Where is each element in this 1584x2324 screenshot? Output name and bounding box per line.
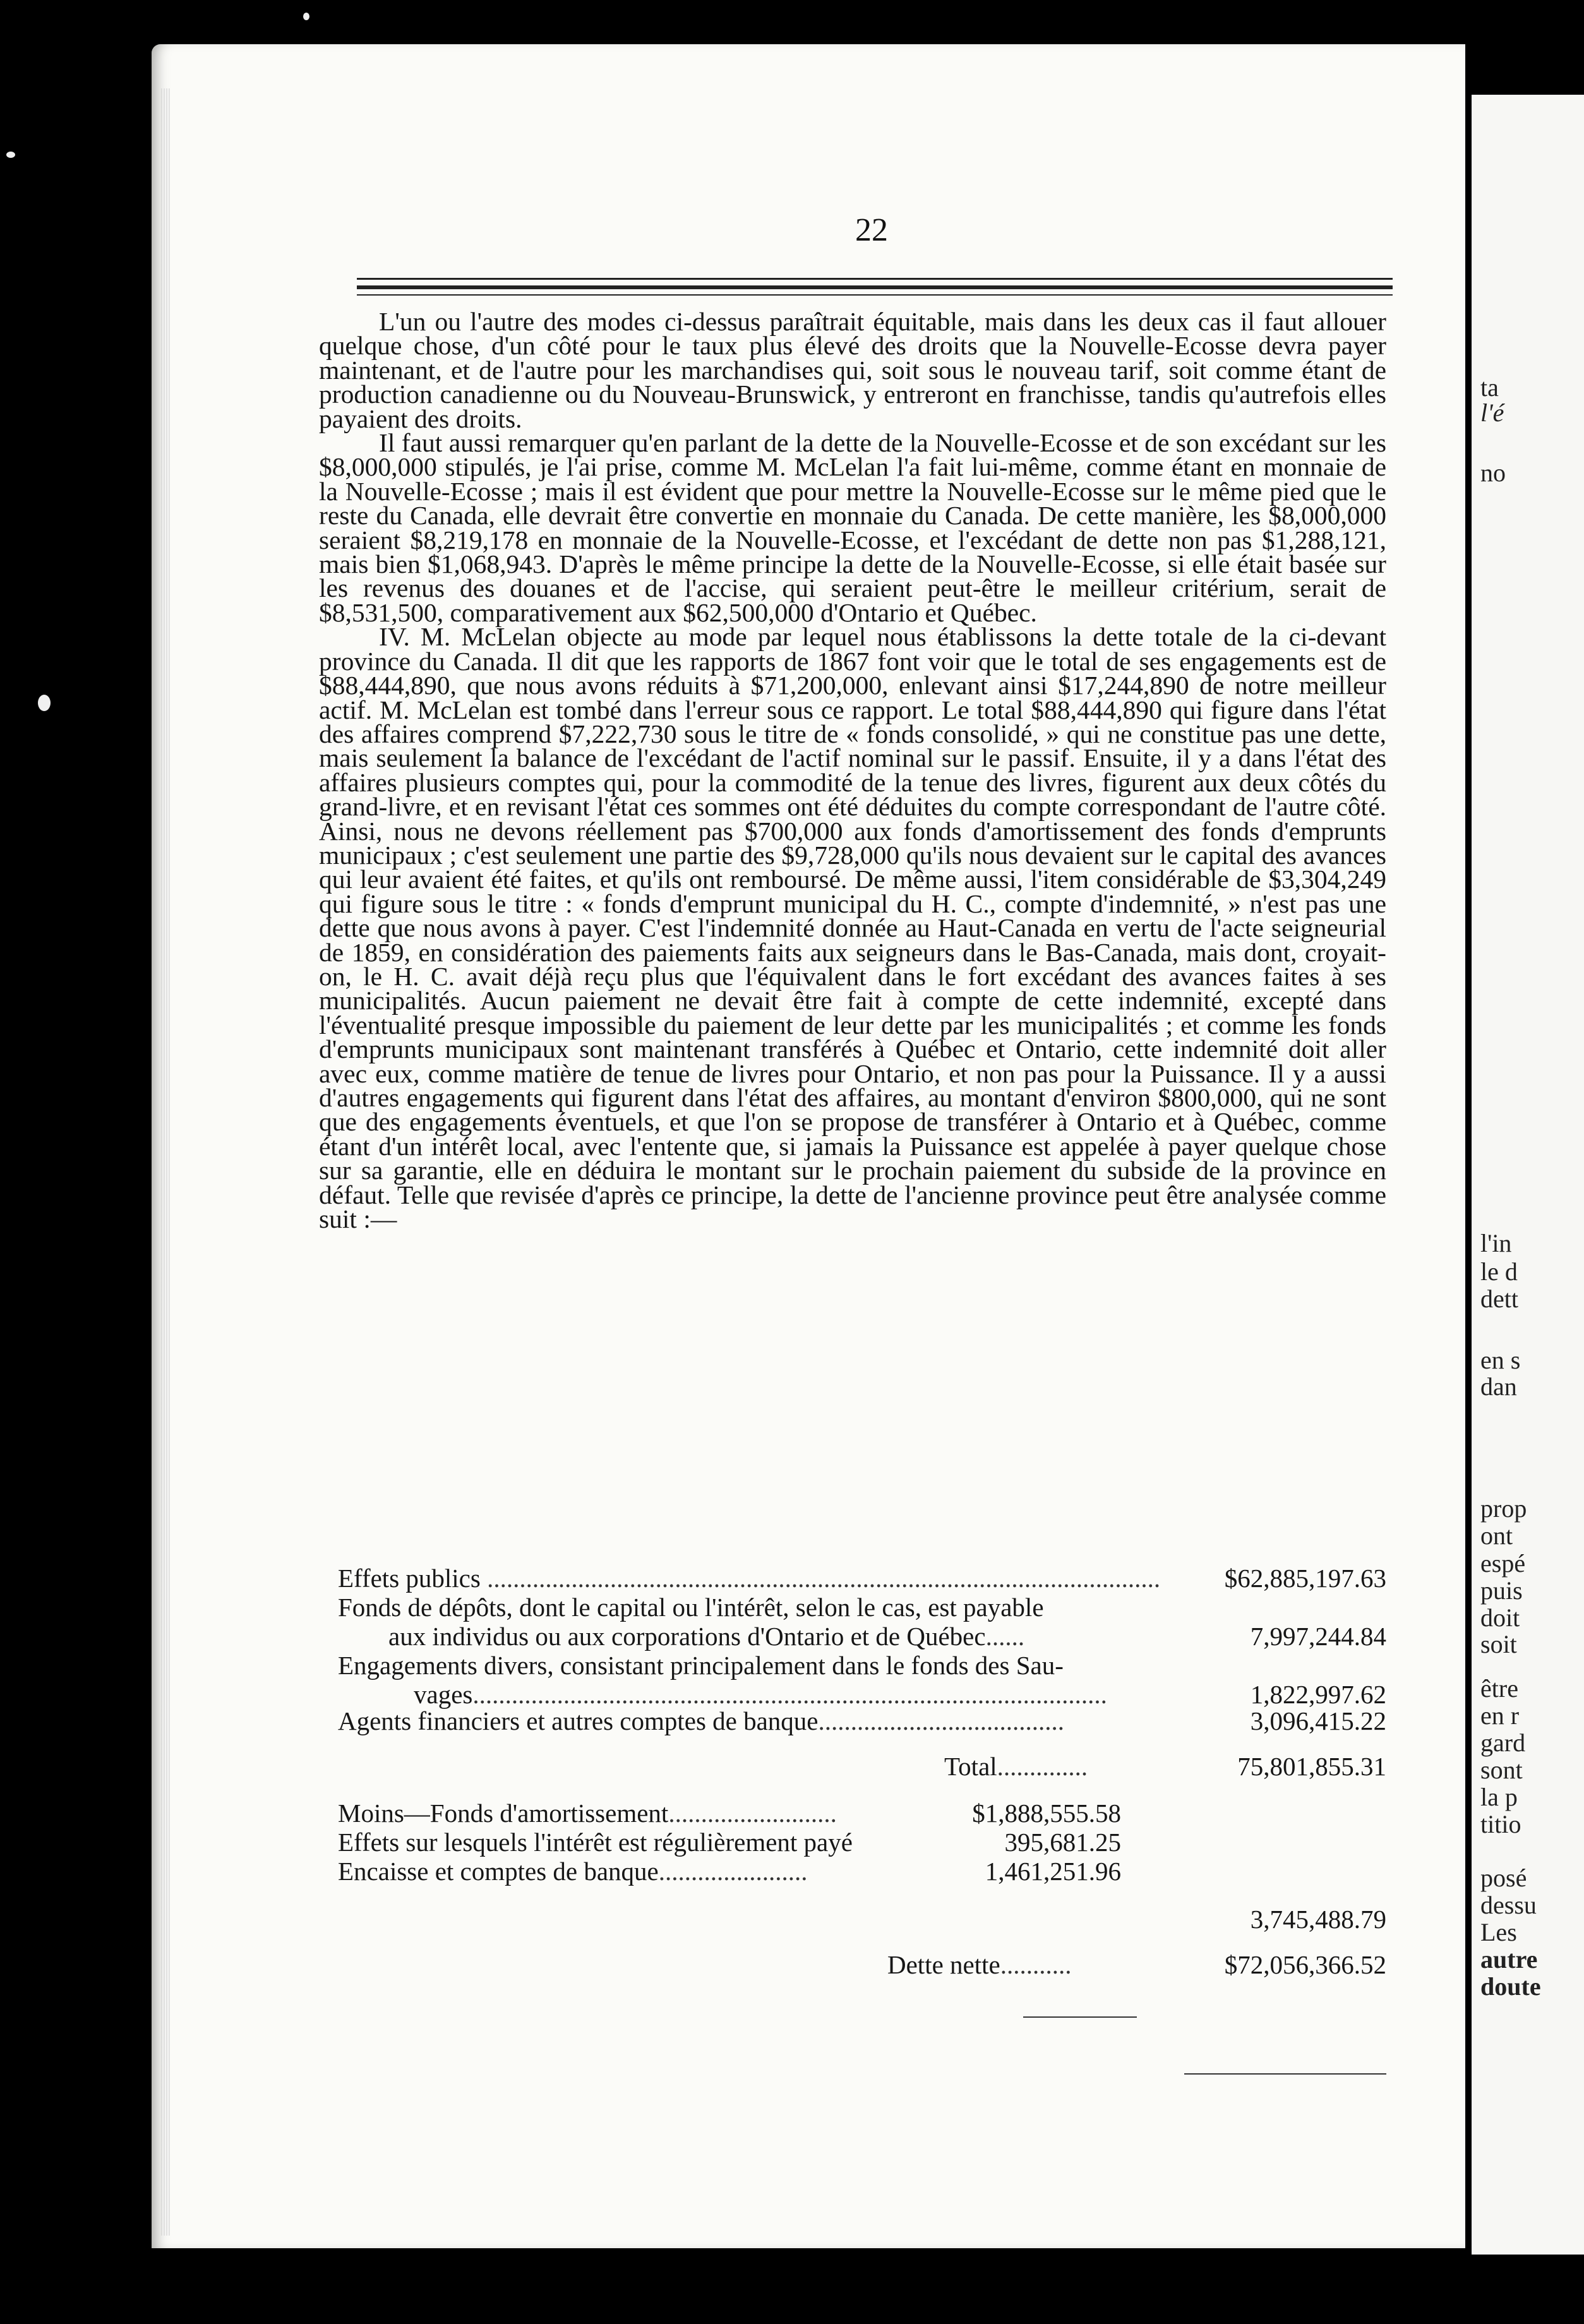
ledger-amount: 3,096,415.22 — [1250, 1706, 1386, 1735]
deduction-total: 3,745,488.79 — [1250, 1905, 1386, 1934]
facing-fragment: doit — [1480, 1603, 1520, 1632]
facing-fragment: prop — [1480, 1494, 1527, 1523]
paragraph: Il faut aussi remarquer qu'en parlant de la dette de la Nouvelle-Ecosse et de son excédant sur les $8,000,000 stipulés, je l'ai prise, comme M. McLelan l'a fait lui-même, comme étant en monnaie de la Nouvelle-Ecosse ; mais il est évident que pour mettre la Nouvelle-Ecosse sur le même pied que le reste du Canada, elle devrait être convertie en monnaie du Canada. De cette manière, les $8,000,000 seraient $8,219,178 en monnaie de la Nouvelle-Ecosse, et l'excédant de dette non pas $1,288,121, mais bien $1,068,943. D'après le même principe la dette de la Nouvelle-Ecosse, si elle était basée sur les revenus des douanes et de l'accise, qui seraient peut-être le meilleur critérium, serait de $8,531,500, comparativement aux $62,500,000 d'Ontario et Québec. — [319, 428, 1386, 627]
sum-line — [1184, 2073, 1386, 2075]
ledger-row — [319, 1592, 1386, 1621]
ledger-amount: 1,822,997.62 — [1244, 1679, 1386, 1710]
facing-fragment: ta — [1480, 373, 1499, 402]
body-text — [319, 307, 1386, 1234]
ledger-total-row — [319, 1751, 1386, 1798]
sum-line — [1023, 2016, 1137, 2018]
deduction-label: Moins—Fonds d'amortissement.......................... — [338, 1799, 837, 1828]
net-debt-row — [319, 1950, 1386, 1979]
facing-fragment: l'é — [1480, 398, 1504, 427]
facing-fragment: ont — [1480, 1521, 1513, 1550]
facing-fragment: l'in — [1480, 1229, 1512, 1257]
facing-fragment: soit — [1480, 1630, 1517, 1658]
scan-speck — [303, 13, 309, 20]
ledger-label: Effets publics ........................................................................................................ — [338, 1564, 1161, 1593]
deduction-label: Effets sur lesquels l'intérêt est régulièrement payé — [338, 1828, 853, 1857]
net-debt-label: Dette nette........... — [887, 1950, 1072, 1979]
scan-speck — [38, 695, 51, 711]
facing-fragment: en s — [1480, 1346, 1521, 1374]
facing-fragment: dett — [1480, 1285, 1518, 1313]
facing-fragment: titio — [1480, 1810, 1521, 1838]
page-edge-shading — [161, 88, 170, 2236]
facing-fragment: doute — [1480, 1972, 1541, 2001]
paragraph: L'un ou l'autre des modes ci-dessus paraîtrait équitable, mais dans les deux cas il faut allouer quelque chose, d'un côté pour le taux plus élevé des droits que la Nouvelle-Ecosse devra payer maintenant, et de l'autre pour les marchandises qui, soit sous le nouveau tarif, soit comme étant de production canadienne ou du Nouveau-Brunswick, y entreront en franchisse, tandis qu'autrefois elles payaient des droits. — [319, 307, 1386, 433]
deduction-total-row — [319, 1904, 1386, 1950]
facing-fragment: sont — [1480, 1756, 1523, 1784]
page-number: 22 — [855, 212, 888, 248]
facing-fragment: gard — [1480, 1728, 1526, 1757]
header-rule — [357, 278, 1393, 280]
facing-fragment: en r — [1480, 1701, 1520, 1730]
ledger-row — [319, 1563, 1386, 1592]
facing-page — [1472, 95, 1584, 2255]
ledger-label: Fonds de dépôts, dont le capital ou l'intérêt, selon le cas, est payable — [338, 1593, 1044, 1622]
deduction-amount: $1,888,555.58 — [972, 1799, 1121, 1828]
facing-fragment: dan — [1480, 1372, 1517, 1401]
facing-fragment: no — [1480, 458, 1506, 487]
facing-fragment: espé — [1480, 1549, 1526, 1578]
ledger-row — [319, 1706, 1386, 1735]
deduction-amount: 1,461,251.96 — [985, 1857, 1121, 1886]
total-amount: 75,801,855.31 — [1237, 1752, 1386, 1781]
net-debt-amount: $72,056,366.52 — [1224, 1950, 1386, 1979]
total-label: Total.............. — [944, 1752, 1088, 1781]
ledger-row — [319, 1679, 1386, 1709]
facing-fragment: puis — [1480, 1576, 1523, 1605]
ledger-amount: $62,885,197.63 — [1218, 1563, 1386, 1593]
deduction-row — [319, 1856, 1386, 1885]
facing-fragment: dessu — [1480, 1891, 1537, 1919]
header-rule — [357, 285, 1393, 289]
ledger-row — [319, 1650, 1386, 1679]
facing-fragment: posé — [1480, 1864, 1527, 1892]
ledger-label: vages.................................................................................................. — [414, 1680, 1107, 1709]
facing-fragment: être — [1480, 1674, 1518, 1703]
deduction-label: Encaisse et comptes de banque....................... — [338, 1857, 808, 1886]
facing-fragment: la p — [1480, 1783, 1518, 1811]
deduction-row — [319, 1798, 1386, 1827]
deduction-amount: 395,681.25 — [1004, 1828, 1121, 1857]
debt-ledger — [319, 1563, 1386, 1979]
ledger-label: Engagements divers, consistant principalement dans le fonds des Sau- — [338, 1651, 1064, 1680]
scan-speck — [6, 152, 15, 158]
paragraph: IV. M. McLelan objecte au mode par lequel nous établissons la dette totale de la ci-devant province du Canada. Il dit que les rapports de 1867 font voir que le total de ses engagements est de $88,444,890, que nous avons réduits à $71,200,000, enlevant ainsi $17,244,890 de notre meilleur actif. M. McLelan est tombé dans l'erreur sous ce rapport. Le total $88,444,890 qui figure dans l'état des affaires comprend $7,222,730 sous le titre de « fonds consolidé, » qui ne constitue pas une dette, mais seulement la balance de l'excédant de l'actif nominal sur le passif. Ensuite, il y a dans l'état des affaires plusieurs comptes qui, pour la commodité de la tenue des livres, figurent aux deux côtés du grand-livre, et en revisant l'état ces sommes ont été déduites du compte correspondant de l'autre côté. Ainsi, nous ne devons réellement pas $700,000 aux fonds d'amortissement des fonds d'emprunts municipaux ; c'est seulement une partie des $9,728,000 qu'ils nous devaient sur le capital des avances qui leur avaient été faites, et qu'ils ont remboursé. De même aussi, l'item considérable de $3,304,249 qui figure sous le titre : « fonds d'emprunt municipal du H. C., compte d'indemnité, » n'est pas une dette que nous avons à payer. C'est l'indemnité donnée au Haut-Canada en vertu de l'acte seigneurial de 1859, en considération des paiements faits aux seigneurs dans le Bas-Canada, mais dont, croyait-on, le H. C. avait déjà reçu plus que l'équivalent dans le fort excédant des avances faites à ses municipalités. Aucun paiement ne devait être fait à compte de cette indemnité, excepté dans l'éventualité presque impossible du paiement de leur dette par les municipalités ; et comme les fonds d'emprunts municipaux sont maintenant transférés à Québec et Ontario, cette indemnité doit aller avec eux, comme matière de tenue de livres pour Ontario, et non pas pour la Puissance. Il y a aussi d'autres engagements qui figurent dans l'état des affaires, au montant d'environ $800,000, qui ne sont que des engagements éventuels, et que l'on se propose de transférer à Ontario et à Québec, comme étant d'un intérêt local, avec l'entente que, si jamais la Puissance est appelée à payer quelque chose sur sa garantie, elle en déduira le montant sur le prochain paiement du subside de la province en défaut. Telle que revisée d'après ce principe, la dette de l'ancienne province peut être analysée comme suit :— — [319, 622, 1386, 1234]
ledger-row — [319, 1621, 1386, 1650]
ledger-amount: 7,997,244.84 — [1250, 1622, 1386, 1651]
facing-fragment: le d — [1480, 1257, 1518, 1286]
header-rule — [357, 294, 1393, 296]
facing-fragment: autre — [1480, 1945, 1538, 1974]
ledger-label: Agents financiers et autres comptes de banque...................................... — [338, 1706, 1065, 1735]
deduction-row — [319, 1827, 1386, 1856]
facing-fragment: Les — [1480, 1918, 1517, 1946]
ledger-label: aux individus ou aux corporations d'Ontario et de Québec...... — [388, 1622, 1025, 1651]
